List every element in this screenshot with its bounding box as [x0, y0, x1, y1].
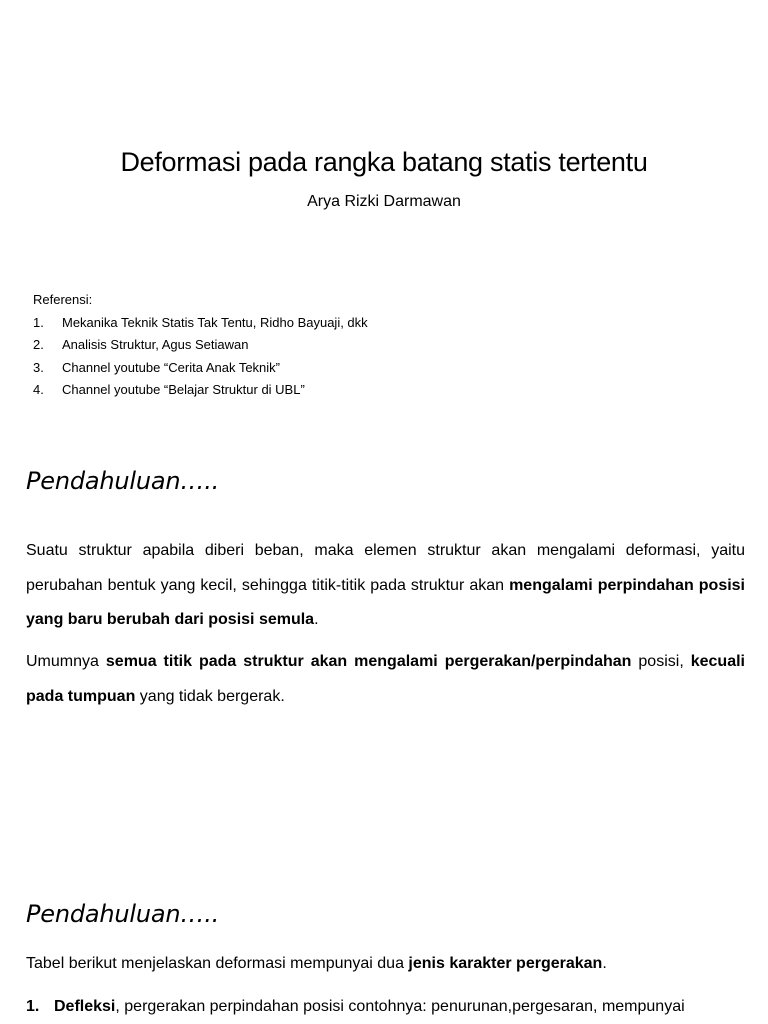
reference-item: [33, 312, 733, 335]
reference-number: 2.: [33, 337, 44, 352]
document-author: Arya Rizki Darmawan: [307, 193, 461, 210]
paragraph-emphasis: jenis karakter pergerakan: [408, 955, 603, 972]
section-heading-pendahuluan: Pendahuluan…..: [26, 467, 220, 495]
paragraph-text: .: [602, 955, 607, 972]
section-heading-pendahuluan-2: Pendahuluan…..: [26, 900, 220, 928]
paragraph-text: .: [314, 611, 319, 628]
reference-number: 1.: [33, 314, 44, 330]
document-title: Deformasi pada rangka batang statis tertentu: [120, 147, 648, 177]
list-term: Defleksi: [54, 998, 116, 1015]
references-list: [33, 312, 733, 402]
paragraph-table-intro: [26, 947, 745, 980]
reference-text: Analisis Struktur, Agus Setiawan: [62, 337, 249, 352]
paragraph-emphasis: semua titik pada struktur akan mengalami pergerakan/perpindahan: [105, 653, 632, 670]
reference-text: Mekanika Teknik Statis Tak Tentu, Ridho Bayuaji, dkk: [62, 314, 368, 330]
paragraph-movement: [26, 645, 745, 714]
paragraph-text: Tabel berikut menjelaskan deformasi mempunyai dua: [26, 955, 409, 972]
paragraph-emphasis: kecuali pada tumpuan: [26, 653, 745, 705]
paragraph-emphasis: mengalami perpindahan posisi yang baru berubah dari posisi semula: [26, 576, 746, 628]
list-text: , pergerakan perpindahan posisi contohnya: penurunan,pergesaran, mempunyai: [115, 998, 685, 1015]
list-number: 1.: [26, 998, 40, 1015]
paragraph-text: Umumnya: [26, 653, 106, 670]
paragraph-text: Suatu struktur apabila diberi beban, maka elemen struktur akan mengalami deformasi, yaitu perubahan bentuk yang kecil, sehingga titik-titik pada struktur akan: [26, 542, 745, 594]
paragraph-text: yang tidak bergerak.: [135, 687, 285, 705]
references-block: [33, 289, 733, 402]
references-heading: Referensi:: [33, 292, 93, 307]
reference-text: Channel youtube “Belajar Struktur di UBL”: [62, 382, 305, 397]
reference-text: Channel youtube “Cerita Anak Teknik”: [62, 359, 280, 375]
list-item-defleksi: [26, 990, 745, 1023]
reference-item: [33, 334, 733, 357]
reference-number: 3.: [33, 359, 44, 375]
reference-item: [33, 357, 733, 380]
reference-number: 4.: [33, 382, 44, 397]
paragraph-text: posisi,: [631, 653, 691, 670]
reference-item: [33, 379, 733, 402]
paragraph-deformation-intro: [26, 534, 745, 638]
